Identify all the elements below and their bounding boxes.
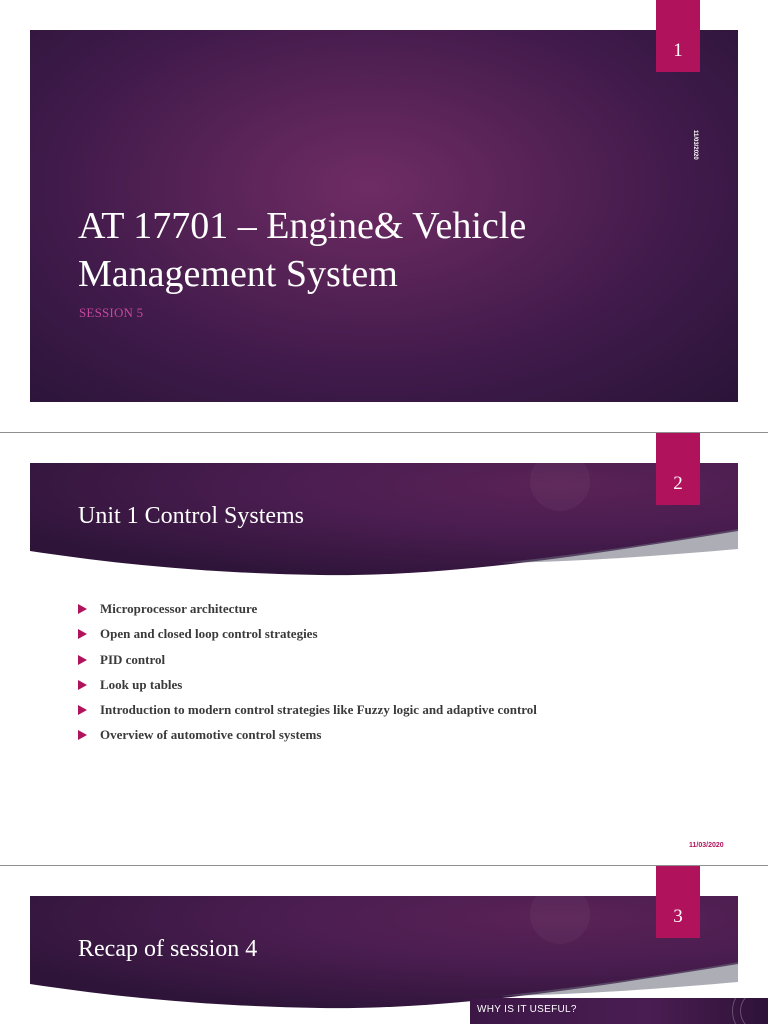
- bullet-item: [78, 625, 537, 650]
- slide-4-preview-strip[interactable]: [470, 998, 768, 1024]
- bullet-item: [78, 701, 537, 726]
- slide-2-title-banner: [30, 463, 738, 578]
- slide-number-1: 1: [673, 40, 683, 61]
- slide-2-bullet-list: [78, 600, 537, 752]
- triangle-right-icon: [78, 730, 87, 740]
- triangle-right-icon: [78, 705, 87, 715]
- slide-number-badge-1: [656, 0, 700, 72]
- bullet-text: Look up tables: [100, 676, 183, 692]
- slide-number-2: 2: [673, 473, 683, 494]
- slide-number-3: 3: [673, 906, 683, 927]
- slide-1-title: [78, 202, 698, 298]
- bullet-text: Overview of automotive control systems: [100, 727, 322, 743]
- bullet-item: [78, 676, 537, 701]
- slide-separator: [0, 865, 768, 866]
- triangle-right-icon: [78, 604, 87, 614]
- bullet-text: Introduction to modern control strategies like Fuzzy logic and adaptive control: [100, 702, 537, 718]
- slide-1[interactable]: [30, 30, 738, 402]
- bullet-text: Open and closed loop control strategies: [100, 626, 318, 642]
- decorative-ring-icon: [732, 998, 768, 1024]
- triangle-right-icon: [78, 680, 87, 690]
- slide-3-title: Recap of session 4: [78, 936, 258, 962]
- bullet-text: PID control: [100, 651, 166, 667]
- slide-number-badge-3: [656, 866, 700, 938]
- slide-1-subtitle: SESSION 5: [79, 305, 144, 320]
- slide-2-title: Unit 1 Control Systems: [78, 503, 305, 529]
- slide-number-badge-2: [656, 433, 700, 505]
- slide-1-title-line-2: Management System: [78, 253, 398, 295]
- slide-separator: [0, 432, 768, 433]
- triangle-right-icon: [78, 655, 87, 665]
- triangle-right-icon: [78, 629, 87, 639]
- slide-1-date: 11/03/2020: [692, 130, 698, 160]
- bullet-text: Microprocessor architecture: [100, 601, 258, 616]
- bullet-item: [78, 651, 537, 676]
- bullet-item: [78, 726, 537, 751]
- slide-1-title-line-1: AT 17701 – Engine& Vehicle: [78, 205, 527, 247]
- slide-2-date: 11/03/2020: [689, 842, 724, 849]
- bullet-item: [78, 600, 537, 625]
- slide-4-heading: WHY IS IT USEFUL?: [477, 1004, 577, 1015]
